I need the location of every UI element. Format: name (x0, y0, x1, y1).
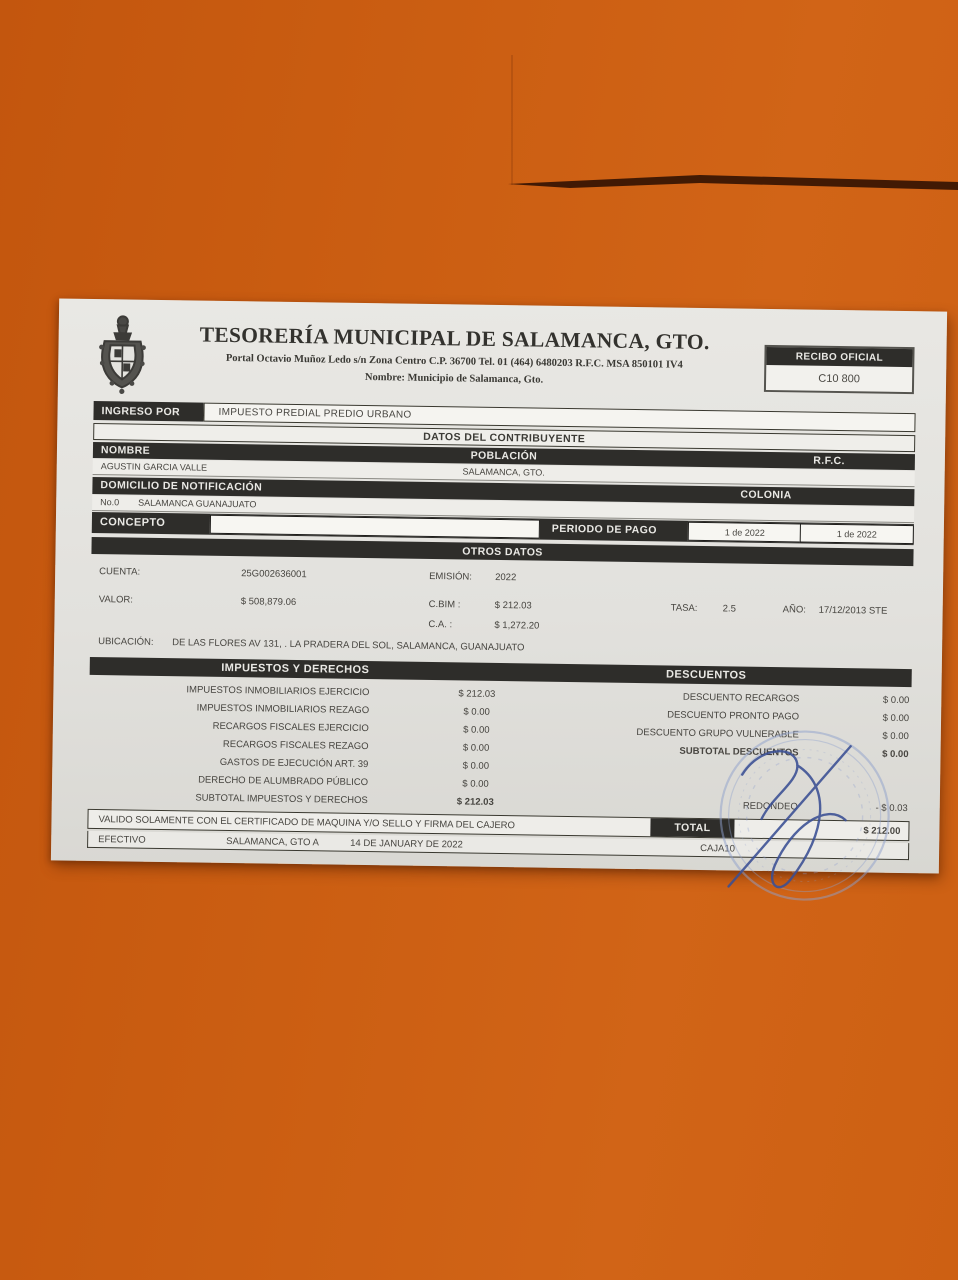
descuentos-row-value: $ 0.00 (882, 712, 910, 725)
payment-date: 14 DE JANUARY DE 2022 (350, 837, 463, 851)
office-address: Portal Octavio Muñoz Ledo s/n Zona Centro C.P. 36700 Tel. 01 (464) 6480203 R.F.C. MSA 850101 IV4 (225, 352, 683, 371)
valor-label: VALOR: (98, 594, 133, 606)
descuentos-row-label: DESCUENTO RECARGOS (682, 691, 800, 705)
impuestos-subtotal-label: SUBTOTAL IMPUESTOS Y DERECHOS (195, 792, 368, 807)
impuestos-row-value: $ 0.00 (463, 706, 490, 718)
emision-value: 2022 (495, 571, 517, 584)
descuentos-row-label: DESCUENTO PRONTO PAGO (667, 709, 800, 723)
redondeo-value: - $ 0.03 (875, 802, 908, 815)
cuenta-label: CUENTA: (99, 566, 141, 578)
rfc-label: R.F.C. (813, 454, 845, 468)
ca-value: $ 1,272.20 (494, 619, 540, 632)
descuentos-row-value: $ 0.00 (882, 730, 909, 743)
periodo-from-box (688, 522, 802, 543)
descuentos-subtotal-label: SUBTOTAL DESCUENTOS (679, 745, 799, 759)
receipt-number-value: C10 800 (818, 372, 860, 385)
cashier-stamp-and-signature (699, 726, 901, 879)
impuestos-row-label: DERECHO DE ALUMBRADO PÚBLICO (198, 774, 369, 789)
impuestos-row-value: $ 0.00 (462, 760, 490, 772)
impuestos-row-value: $ 0.00 (463, 724, 490, 736)
background-crease (511, 55, 513, 185)
ubicacion-value: DE LAS FLORES AV 131, . LA PRADERA DEL SOL, SALAMANCA, GUANAJUATO (172, 637, 525, 654)
descuentos-section-title: DESCUENTOS (666, 668, 747, 682)
colonia-label: COLONIA (740, 488, 792, 502)
background-fold-shadow (500, 168, 958, 202)
descuentos-subtotal-value: $ 0.00 (882, 748, 909, 761)
impuestos-row-label: RECARGOS FISCALES REZAGO (222, 738, 369, 753)
nombre-label: NOMBRE (100, 444, 151, 457)
descuentos-row-label: DESCUENTO GRUPO VULNERABLE (636, 727, 799, 741)
impuestos-section-title: IMPUESTOS Y DERECHOS (221, 661, 370, 677)
emision-label: EMISIÓN: (429, 570, 472, 583)
receipt-number-box (764, 345, 915, 394)
ano-label: AÑO: (782, 604, 806, 616)
ubicacion-label: UBICACIÓN: (98, 636, 154, 648)
cbim-value: $ 212.03 (494, 599, 532, 612)
office-title: TESORERÍA MUNICIPAL DE SALAMANCA, GTO. (199, 322, 710, 355)
ingreso-por-value: IMPUESTO PREDIAL PREDIO URBANO (218, 406, 412, 421)
impuestos-row-label: GASTOS DE EJECUCIÓN ART. 39 (219, 756, 369, 771)
tasa-value: 2.5 (722, 603, 736, 615)
cbim-label: C.BIM : (428, 598, 461, 611)
receipt-number-box-label: RECIBO OFICIAL (795, 350, 884, 364)
total-value: $ 212.00 (863, 825, 901, 837)
impuestos-row-label: RECARGOS FISCALES EJERCICIO (212, 720, 369, 735)
periodo-from-value: 1 de 2022 (724, 526, 765, 538)
receipt-paper (51, 298, 947, 873)
impuestos-row-label: IMPUESTOS INMOBILIARIOS REZAGO (196, 702, 370, 717)
valor-value: $ 508,879.06 (240, 596, 297, 608)
impuestos-subtotal-value: $ 212.03 (456, 796, 494, 808)
periodo-to-box (800, 523, 914, 544)
ca-label: C.A. : (428, 618, 453, 631)
otros-datos-content (90, 554, 913, 666)
domicilio-label: DOMICILIO DE NOTIFICACIÓN (100, 479, 263, 494)
impuestos-row-value: $ 0.00 (462, 742, 490, 754)
otros-datos-title: OTROS DATOS (462, 544, 543, 559)
office-name-line: Nombre: Municipio de Salamanca, Gto. (364, 371, 544, 386)
payment-type: EFECTIVO (98, 834, 146, 846)
round-seal-icon (719, 730, 889, 900)
cashier-box: CAJA10 (700, 843, 736, 855)
domicilio-number: No.0 (100, 497, 120, 508)
ano-value: 17/12/2013 STE (818, 604, 888, 617)
contribuyente-section-title: DATOS DEL CONTRIBUYENTE (423, 430, 586, 445)
valido-text: VALIDO SOLAMENTE CON EL CERTIFICADO DE MAQUINA Y/O SELLO Y FIRMA DEL CAJERO (98, 814, 516, 832)
municipal-coat-of-arms-icon (90, 311, 155, 400)
total-label: TOTAL (674, 821, 711, 835)
periodo-de-pago-label: PERIODO DE PAGO (551, 522, 657, 537)
impuestos-row-value: $ 212.03 (458, 688, 496, 700)
ingreso-por-label: INGRESO POR (93, 401, 203, 422)
redondeo-label: REDONDEO (742, 800, 798, 813)
nombre-value: AGUSTIN GARCIA VALLE (100, 461, 208, 473)
tasa-label: TASA: (670, 602, 698, 614)
concepto-input-box (210, 515, 540, 539)
poblacion-label: POBLACIÓN (470, 449, 538, 463)
periodo-to-value: 1 de 2022 (836, 528, 877, 540)
concepto-label: CONCEPTO (99, 516, 166, 530)
poblacion-value: SALAMANCA, GTO. (462, 466, 545, 478)
payment-place: SALAMANCA, GTO A (226, 835, 320, 849)
domicilio-value: SALAMANCA GUANAJUATO (138, 497, 257, 510)
descuentos-row-value: $ 0.00 (882, 694, 910, 707)
cuenta-value: 25G002636001 (241, 568, 307, 581)
impuestos-row-label: IMPUESTOS INMOBILIARIOS EJERCICIO (186, 684, 370, 699)
impuestos-row-value: $ 0.00 (462, 778, 489, 790)
